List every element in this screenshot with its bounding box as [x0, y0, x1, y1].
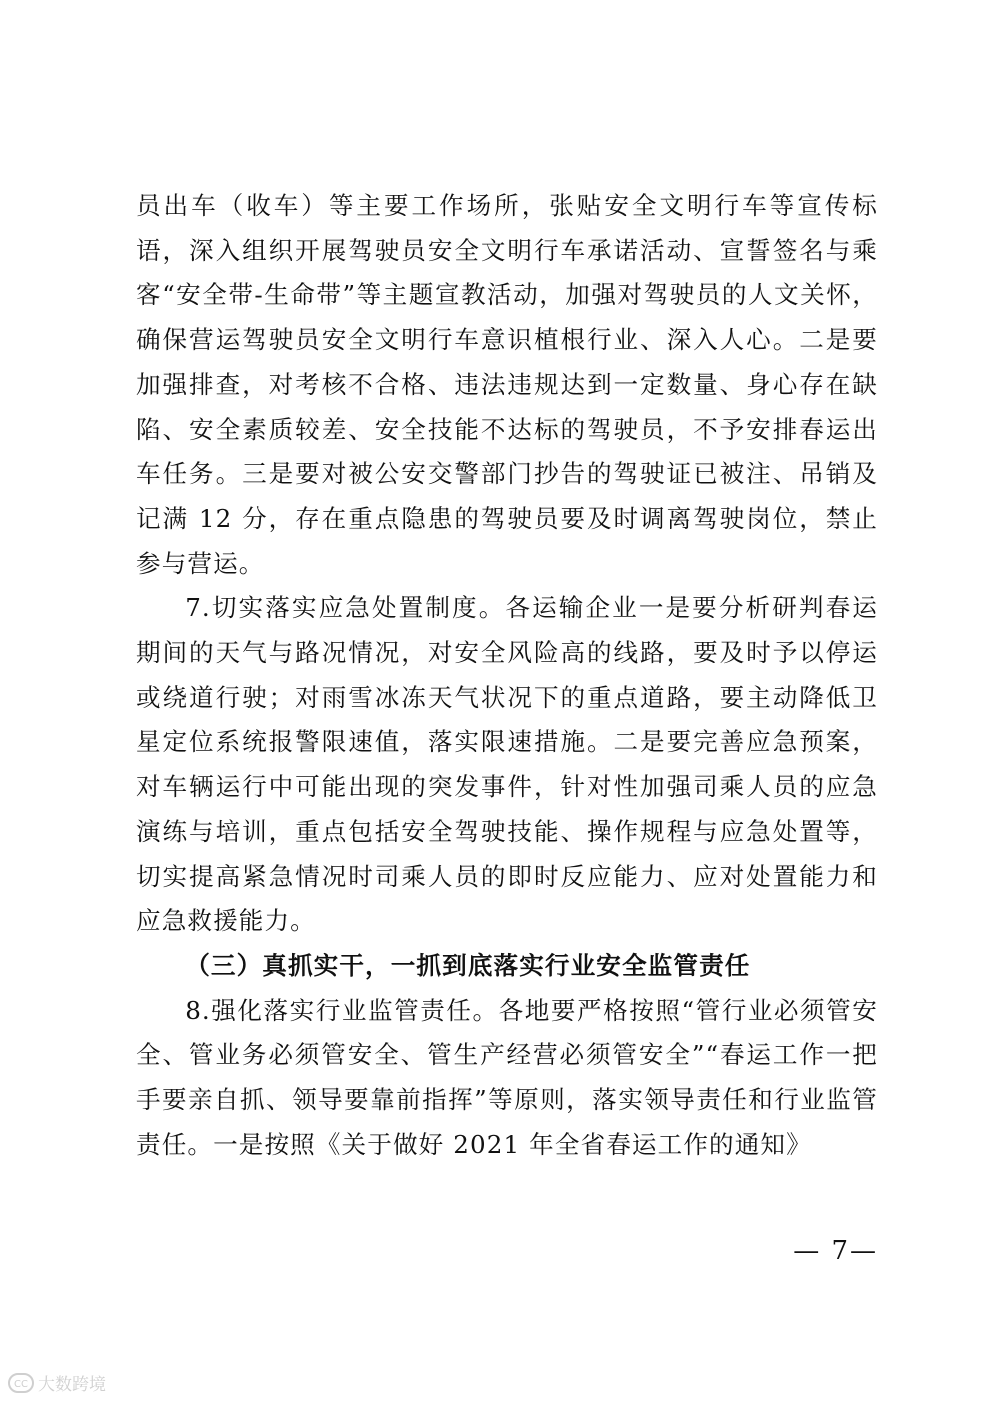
watermark-text: 大数跨境 — [38, 1375, 106, 1395]
page-number: — 7— — [793, 1236, 878, 1266]
watermark — [8, 1370, 106, 1395]
paragraph-continuation: 员出车（收车）等主要工作场所，张贴安全文明行车等宣传标语，深入组织开展驾驶员安全文明行车承诺活动、宣誓签名与乘客“安全带-生命带”等主题宣教活动，加强对驾驶员的人文关怀，确保营运驾驶员安全文明行车意识植根行业、深入人心。二是要加强排查，对考核不合格、违法违规达到一定数量、身心存在缺陷、安全素质较差、安全技能不达标的驾驶员，不予安排春运出车任务。三是要对被公安交警部门抄告的驾驶证已被注、吊销及记满 12 分，存在重点隐患的驾驶员要及时调离驾驶岗位，禁止参与营运。 — [136, 191, 878, 578]
paragraph-item-8: 8.强化落实行业监管责任。各地要严格按照“管行业必须管安全、管业务必须管安全、管生产经营必须管安全”“春运工作一把手要亲自抓、领导要靠前指挥”等原则，落实领导责任和行业监管责任。一是按照《关于做好 2021 年全省春运工作的通知》 — [136, 995, 878, 1159]
section-heading-3: （三）真抓实干，一抓到底落实行业安全监管责任 — [185, 950, 751, 980]
watermark-logo-icon: CC — [8, 1373, 34, 1393]
document-body — [136, 184, 878, 1167]
paragraph-item-7: 7.切实落实应急处置制度。各运输企业一是要分析研判春运期间的天气与路况情况，对安全风险高的线路，要及时予以停运或绕道行驶；对雨雪冰冻天气状况下的重点道路，要主动降低卫星定位系统报警限速值，落实限速措施。二是要完善应急预案，对车辆运行中可能出现的突发事件，针对性加强司乘人员的应急演练与培训，重点包括安全驾驶技能、操作规程与应急处置等，切实提高紧急情况时司乘人员的即时反应能力、应对处置能力和应急救援能力。 — [136, 593, 878, 936]
